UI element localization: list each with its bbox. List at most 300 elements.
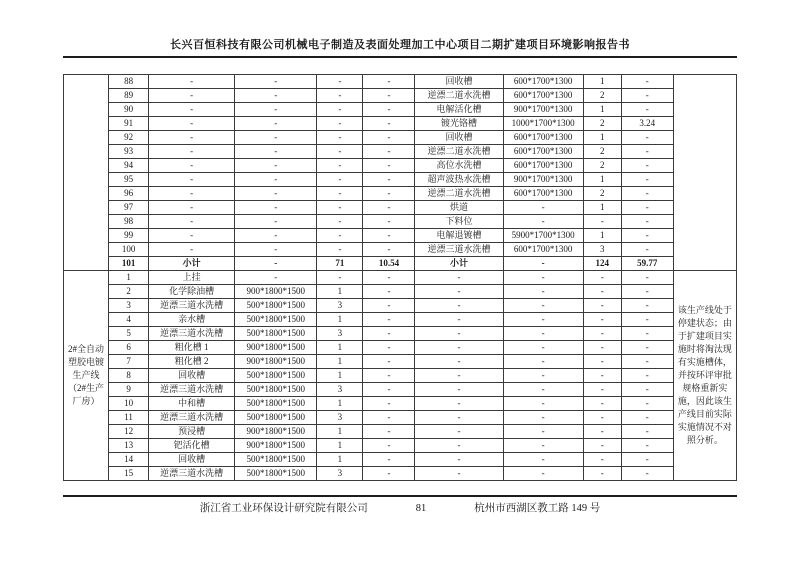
quantity-cell-right: - — [583, 271, 621, 285]
volume-cell-left: - — [363, 397, 415, 411]
quantity-cell-right: - — [583, 439, 621, 453]
volume-cell-left: - — [363, 229, 415, 243]
table-row — [64, 89, 737, 103]
table-row — [64, 299, 737, 313]
tank-size-cell-left: - — [235, 75, 317, 89]
tank-size-cell-left: - — [235, 229, 317, 243]
quantity-cell-left: - — [317, 89, 363, 103]
volume-cell-right: - — [621, 187, 673, 201]
volume-cell-left: - — [363, 327, 415, 341]
quantity-cell-right: 2 — [583, 89, 621, 103]
volume-cell-left: - — [363, 439, 415, 453]
volume-cell-left: - — [363, 215, 415, 229]
row-number-cell: 7 — [109, 355, 149, 369]
production-line-label-cell — [64, 75, 109, 271]
row-number-cell: 94 — [109, 159, 149, 173]
quantity-cell-right: 1 — [583, 103, 621, 117]
tank-size-cell-right: - — [503, 257, 583, 271]
table-row — [64, 425, 737, 439]
equipment-name-cell-left: 逆漂三道水洗槽 — [149, 383, 235, 397]
quantity-cell-left: - — [317, 201, 363, 215]
volume-cell-left: - — [363, 271, 415, 285]
quantity-cell-right: - — [583, 285, 621, 299]
table-row — [64, 439, 737, 453]
table-row — [64, 75, 737, 89]
equipment-name-cell-right: 电解退镀槽 — [415, 229, 503, 243]
volume-cell-right: - — [621, 75, 673, 89]
tank-size-cell-left: - — [235, 257, 317, 271]
equipment-name-cell-left: 粗化槽 2 — [149, 355, 235, 369]
row-number-cell: 89 — [109, 89, 149, 103]
equipment-name-cell-right: - — [415, 439, 503, 453]
equipment-name-cell-left: 逆漂三道水洗槽 — [149, 467, 235, 481]
row-number-cell: 99 — [109, 229, 149, 243]
tank-size-cell-left: - — [235, 159, 317, 173]
tank-size-cell-left: - — [235, 89, 317, 103]
volume-cell-right: 59.77 — [621, 257, 673, 271]
equipment-name-cell-left: 化学除油槽 — [149, 285, 235, 299]
row-number-cell: 88 — [109, 75, 149, 89]
equipment-name-cell-left: - — [149, 75, 235, 89]
quantity-cell-left: - — [317, 131, 363, 145]
row-number-cell: 15 — [109, 467, 149, 481]
table-row — [64, 201, 737, 215]
equipment-name-cell-right: - — [415, 467, 503, 481]
table-row — [64, 159, 737, 173]
volume-cell-left: - — [363, 341, 415, 355]
equipment-name-cell-left: - — [149, 173, 235, 187]
equipment-name-cell-right: 电解活化槽 — [415, 103, 503, 117]
row-number-cell: 13 — [109, 439, 149, 453]
volume-cell-left: - — [363, 467, 415, 481]
row-number-cell: 95 — [109, 173, 149, 187]
volume-cell-left: - — [363, 75, 415, 89]
row-number-cell: 6 — [109, 341, 149, 355]
quantity-cell-right: - — [583, 299, 621, 313]
quantity-cell-left: - — [317, 187, 363, 201]
table-row — [64, 243, 737, 257]
equipment-name-cell-right: - — [415, 313, 503, 327]
row-number-cell: 101 — [109, 257, 149, 271]
tank-size-cell-left: 500*1800*1500 — [235, 327, 317, 341]
equipment-name-cell-left: - — [149, 243, 235, 257]
volume-cell-left: - — [363, 411, 415, 425]
row-number-cell: 2 — [109, 285, 149, 299]
tank-size-cell-right: - — [503, 425, 583, 439]
volume-cell-right: - — [621, 383, 673, 397]
equipment-name-cell-right: - — [415, 299, 503, 313]
equipment-name-cell-right: - — [415, 271, 503, 285]
volume-cell-right: - — [621, 411, 673, 425]
equipment-name-cell-right: - — [415, 341, 503, 355]
quantity-cell-right: 1 — [583, 229, 621, 243]
volume-cell-right: - — [621, 327, 673, 341]
table-row — [64, 467, 737, 481]
equipment-name-cell-right: 逆漂三道水洗槽 — [415, 243, 503, 257]
row-number-cell: 11 — [109, 411, 149, 425]
equipment-name-cell-left: - — [149, 145, 235, 159]
volume-cell-left: - — [363, 355, 415, 369]
table-row — [64, 397, 737, 411]
tank-size-cell-left: 900*1800*1500 — [235, 355, 317, 369]
row-number-cell: 3 — [109, 299, 149, 313]
row-number-cell: 10 — [109, 397, 149, 411]
tank-size-cell-right: - — [503, 355, 583, 369]
tank-size-cell-left: 500*1800*1500 — [235, 453, 317, 467]
equipment-name-cell-right: 回收槽 — [415, 75, 503, 89]
quantity-cell-left: - — [317, 117, 363, 131]
quantity-cell-right: - — [583, 369, 621, 383]
quantity-cell-right: - — [583, 425, 621, 439]
tank-size-cell-right: - — [503, 299, 583, 313]
volume-cell-left: - — [363, 313, 415, 327]
equipment-name-cell-right: 镀光铬槽 — [415, 117, 503, 131]
quantity-cell-right: - — [583, 355, 621, 369]
tank-size-cell-right: - — [503, 467, 583, 481]
quantity-cell-left: 3 — [317, 467, 363, 481]
equipment-name-cell-left: 亲水槽 — [149, 313, 235, 327]
volume-cell-left: - — [363, 383, 415, 397]
volume-cell-left: - — [363, 145, 415, 159]
quantity-cell-left: 1 — [317, 285, 363, 299]
quantity-cell-left: - — [317, 103, 363, 117]
volume-cell-left: - — [363, 173, 415, 187]
quantity-cell-left: 1 — [317, 425, 363, 439]
volume-cell-right: - — [621, 103, 673, 117]
table-row — [64, 341, 737, 355]
equipment-name-cell-left: - — [149, 159, 235, 173]
quantity-cell-left: - — [317, 229, 363, 243]
table-row — [64, 313, 737, 327]
tank-size-cell-right: 600*1700*1300 — [503, 89, 583, 103]
quantity-cell-left: - — [317, 75, 363, 89]
quantity-cell-left: - — [317, 271, 363, 285]
tank-size-cell-right: 900*1700*1300 — [503, 103, 583, 117]
volume-cell-right: - — [621, 355, 673, 369]
quantity-cell-right: - — [583, 215, 621, 229]
row-number-cell: 1 — [109, 271, 149, 285]
quantity-cell-left: - — [317, 145, 363, 159]
tank-size-cell-left: 500*1800*1500 — [235, 313, 317, 327]
equipment-name-cell-left: 小计 — [149, 257, 235, 271]
row-number-cell: 98 — [109, 215, 149, 229]
volume-cell-right: - — [621, 425, 673, 439]
equipment-name-cell-left: 逆漂三道水洗槽 — [149, 327, 235, 341]
row-number-cell: 97 — [109, 201, 149, 215]
tank-size-cell-left: 900*1800*1500 — [235, 285, 317, 299]
quantity-cell-left: 1 — [317, 313, 363, 327]
volume-cell-left: - — [363, 453, 415, 467]
volume-cell-right: - — [621, 313, 673, 327]
quantity-cell-left: - — [317, 159, 363, 173]
tank-size-cell-right: 600*1700*1300 — [503, 145, 583, 159]
volume-cell-left: - — [363, 187, 415, 201]
equipment-name-cell-right: 超声波热水洗槽 — [415, 173, 503, 187]
tank-size-cell-left: - — [235, 103, 317, 117]
table-row — [64, 145, 737, 159]
volume-cell-left: - — [363, 89, 415, 103]
quantity-cell-right: - — [583, 453, 621, 467]
table-row — [64, 173, 737, 187]
volume-cell-right: - — [621, 131, 673, 145]
equipment-name-cell-right: 下料位 — [415, 215, 503, 229]
volume-cell-right: - — [621, 271, 673, 285]
quantity-cell-left: 71 — [317, 257, 363, 271]
quantity-cell-right: - — [583, 313, 621, 327]
volume-cell-right: - — [621, 159, 673, 173]
footer-address: 杭州市西湖区教工路 149 号 — [474, 503, 601, 514]
quantity-cell-left: 3 — [317, 299, 363, 313]
volume-cell-right: - — [621, 215, 673, 229]
page-footer — [63, 500, 737, 515]
tank-size-cell-left: - — [235, 215, 317, 229]
quantity-cell-left: 1 — [317, 341, 363, 355]
table-row — [64, 355, 737, 369]
table-row — [64, 383, 737, 397]
volume-cell-right: 3.24 — [621, 117, 673, 131]
row-number-cell: 90 — [109, 103, 149, 117]
tank-size-cell-right: 1000*1700*1300 — [503, 117, 583, 131]
equipment-name-cell-left: 中和槽 — [149, 397, 235, 411]
equipment-name-cell-left: - — [149, 117, 235, 131]
equipment-name-cell-left: 回收槽 — [149, 453, 235, 467]
equipment-name-cell-right: - — [415, 369, 503, 383]
tank-size-cell-left: 500*1800*1500 — [235, 467, 317, 481]
row-number-cell: 96 — [109, 187, 149, 201]
tank-size-cell-left: - — [235, 271, 317, 285]
document-header-title: 长兴百恒科技有限公司机械电子制造及表面处理加工中心项目二期扩建项目环境影响报告书 — [170, 39, 630, 51]
quantity-cell-left: 1 — [317, 369, 363, 383]
equipment-name-cell-right: 逆漂二道水洗槽 — [415, 145, 503, 159]
tank-size-cell-right: - — [503, 327, 583, 341]
quantity-cell-right: 2 — [583, 187, 621, 201]
quantity-cell-right: 1 — [583, 173, 621, 187]
equipment-name-cell-right: 烘道 — [415, 201, 503, 215]
volume-cell-left: - — [363, 117, 415, 131]
equipment-name-cell-left: - — [149, 229, 235, 243]
table-row — [64, 369, 737, 383]
quantity-cell-left: 3 — [317, 383, 363, 397]
tank-size-cell-left: 500*1800*1500 — [235, 397, 317, 411]
tank-size-cell-right: - — [503, 439, 583, 453]
row-number-cell: 12 — [109, 425, 149, 439]
table-row — [64, 285, 737, 299]
row-number-cell: 93 — [109, 145, 149, 159]
equipment-name-cell-left: - — [149, 201, 235, 215]
footer-rule — [63, 495, 737, 497]
volume-cell-right: - — [621, 369, 673, 383]
table-row — [64, 187, 737, 201]
equipment-name-cell-right: 回收槽 — [415, 131, 503, 145]
tank-size-cell-left: - — [235, 243, 317, 257]
quantity-cell-right: 1 — [583, 201, 621, 215]
equipment-name-cell-right: - — [415, 411, 503, 425]
tank-size-cell-right: 600*1700*1300 — [503, 243, 583, 257]
equipment-name-cell-left: - — [149, 131, 235, 145]
volume-cell-right: - — [621, 439, 673, 453]
equipment-name-cell-right: - — [415, 397, 503, 411]
tank-size-cell-left: 500*1800*1500 — [235, 411, 317, 425]
tank-size-cell-left: 500*1800*1500 — [235, 369, 317, 383]
production-line-label-cell: 2#全自动塑胶电镀生产线（2#生产厂房） — [64, 271, 109, 481]
quantity-cell-left: - — [317, 215, 363, 229]
volume-cell-right: - — [621, 285, 673, 299]
tank-size-cell-right: - — [503, 397, 583, 411]
quantity-cell-left: 1 — [317, 439, 363, 453]
equipment-name-cell-right: 小计 — [415, 257, 503, 271]
table-row — [64, 131, 737, 145]
equipment-name-cell-left: 粗化槽 1 — [149, 341, 235, 355]
volume-cell-right: - — [621, 145, 673, 159]
quantity-cell-right: 1 — [583, 131, 621, 145]
equipment-name-cell-left: - — [149, 187, 235, 201]
row-number-cell: 100 — [109, 243, 149, 257]
quantity-cell-right: - — [583, 327, 621, 341]
equipment-name-cell-right: 高位水洗槽 — [415, 159, 503, 173]
volume-cell-left: - — [363, 243, 415, 257]
footer-company: 浙江省工业环保设计研究院有限公司 — [199, 503, 368, 514]
tank-size-cell-left: - — [235, 201, 317, 215]
volume-cell-right: - — [621, 201, 673, 215]
tank-size-cell-left: 900*1800*1500 — [235, 425, 317, 439]
header-rule — [63, 56, 737, 58]
tank-size-cell-right: - — [503, 369, 583, 383]
table-row — [64, 257, 737, 271]
row-number-cell: 5 — [109, 327, 149, 341]
volume-cell-right: - — [621, 299, 673, 313]
equipment-name-cell-left: - — [149, 89, 235, 103]
equipment-name-cell-right: 逆漂二道水洗槽 — [415, 89, 503, 103]
volume-cell-right: - — [621, 89, 673, 103]
remark-cell — [673, 75, 736, 271]
equipment-name-cell-right: - — [415, 327, 503, 341]
tank-size-cell-right: 600*1700*1300 — [503, 131, 583, 145]
tank-size-cell-left: 900*1800*1500 — [235, 439, 317, 453]
volume-cell-left: - — [363, 201, 415, 215]
row-number-cell: 8 — [109, 369, 149, 383]
quantity-cell-right: 124 — [583, 257, 621, 271]
tank-size-cell-right: - — [503, 313, 583, 327]
tank-size-cell-right: 5900*1700*1300 — [503, 229, 583, 243]
volume-cell-left: - — [363, 425, 415, 439]
volume-cell-left: - — [363, 369, 415, 383]
volume-cell-left: - — [363, 131, 415, 145]
volume-cell-right: - — [621, 397, 673, 411]
quantity-cell-left: 3 — [317, 411, 363, 425]
quantity-cell-left: - — [317, 173, 363, 187]
tank-size-cell-right: 600*1700*1300 — [503, 187, 583, 201]
table-row — [64, 453, 737, 467]
volume-cell-left: - — [363, 285, 415, 299]
equipment-name-cell-left: 上挂 — [149, 271, 235, 285]
row-number-cell: 92 — [109, 131, 149, 145]
footer-page-number: 81 — [415, 503, 427, 514]
tank-size-cell-left: - — [235, 145, 317, 159]
quantity-cell-left: 1 — [317, 397, 363, 411]
table-row — [64, 229, 737, 243]
equipment-name-cell-left: 预浸槽 — [149, 425, 235, 439]
volume-cell-left: 10.54 — [363, 257, 415, 271]
tank-size-cell-left: - — [235, 187, 317, 201]
equipment-name-cell-left: - — [149, 103, 235, 117]
row-number-cell: 9 — [109, 383, 149, 397]
table-row — [64, 271, 737, 285]
volume-cell-right: - — [621, 229, 673, 243]
table-row — [64, 117, 737, 131]
equipment-name-cell-right: - — [415, 285, 503, 299]
volume-cell-left: - — [363, 159, 415, 173]
tank-size-cell-right: - — [503, 215, 583, 229]
tank-size-cell-left: 900*1800*1500 — [235, 341, 317, 355]
tank-size-cell-right: - — [503, 285, 583, 299]
tank-size-cell-left: 500*1800*1500 — [235, 299, 317, 313]
quantity-cell-right: 2 — [583, 117, 621, 131]
equipment-name-cell-right: - — [415, 425, 503, 439]
tank-size-cell-left: - — [235, 117, 317, 131]
quantity-cell-left: - — [317, 243, 363, 257]
row-number-cell: 14 — [109, 453, 149, 467]
quantity-cell-right: 3 — [583, 243, 621, 257]
remark-cell: 该生产线处于停建状态；由于扩建项目实施时将淘汰现有实施槽体，并按环评审批规格重新实施，因此该生产线目前实际实施情况不对照分析。 — [673, 271, 736, 481]
table-row — [64, 103, 737, 117]
tank-size-cell-left: - — [235, 131, 317, 145]
volume-cell-left: - — [363, 299, 415, 313]
row-number-cell: 91 — [109, 117, 149, 131]
volume-cell-right: - — [621, 341, 673, 355]
quantity-cell-left: 1 — [317, 355, 363, 369]
tank-size-cell-left: 500*1800*1500 — [235, 383, 317, 397]
equipment-name-cell-left: 逆漂三道水洗槽 — [149, 299, 235, 313]
equipment-name-cell-left: 回收槽 — [149, 369, 235, 383]
table-body — [64, 75, 737, 481]
equipment-name-cell-left: 钯活化槽 — [149, 439, 235, 453]
quantity-cell-right: - — [583, 383, 621, 397]
equipment-name-cell-right: 逆漂二道水洗槽 — [415, 187, 503, 201]
equipment-name-cell-left: 逆漂三道水洗槽 — [149, 411, 235, 425]
equipment-name-cell-right: - — [415, 355, 503, 369]
tank-size-cell-right: - — [503, 383, 583, 397]
quantity-cell-right: - — [583, 467, 621, 481]
tank-size-cell-right: - — [503, 201, 583, 215]
volume-cell-left: - — [363, 103, 415, 117]
quantity-cell-left: 3 — [317, 327, 363, 341]
tank-size-cell-right: - — [503, 411, 583, 425]
equipment-name-cell-right: - — [415, 383, 503, 397]
equipment-table — [63, 74, 737, 481]
tank-size-cell-right: - — [503, 341, 583, 355]
volume-cell-right: - — [621, 453, 673, 467]
table-row — [64, 215, 737, 229]
volume-cell-right: - — [621, 173, 673, 187]
volume-cell-right: - — [621, 243, 673, 257]
equipment-name-cell-left: - — [149, 215, 235, 229]
quantity-cell-right: 2 — [583, 159, 621, 173]
tank-size-cell-right: 900*1700*1300 — [503, 173, 583, 187]
tank-size-cell-right: - — [503, 453, 583, 467]
equipment-name-cell-right: - — [415, 453, 503, 467]
table-row — [64, 411, 737, 425]
volume-cell-right: - — [621, 467, 673, 481]
quantity-cell-right: - — [583, 341, 621, 355]
row-number-cell: 4 — [109, 313, 149, 327]
quantity-cell-right: - — [583, 411, 621, 425]
tank-size-cell-right: - — [503, 271, 583, 285]
quantity-cell-right: - — [583, 397, 621, 411]
quantity-cell-right: 2 — [583, 145, 621, 159]
table-row — [64, 327, 737, 341]
quantity-cell-right: 1 — [583, 75, 621, 89]
tank-size-cell-right: 600*1700*1300 — [503, 75, 583, 89]
